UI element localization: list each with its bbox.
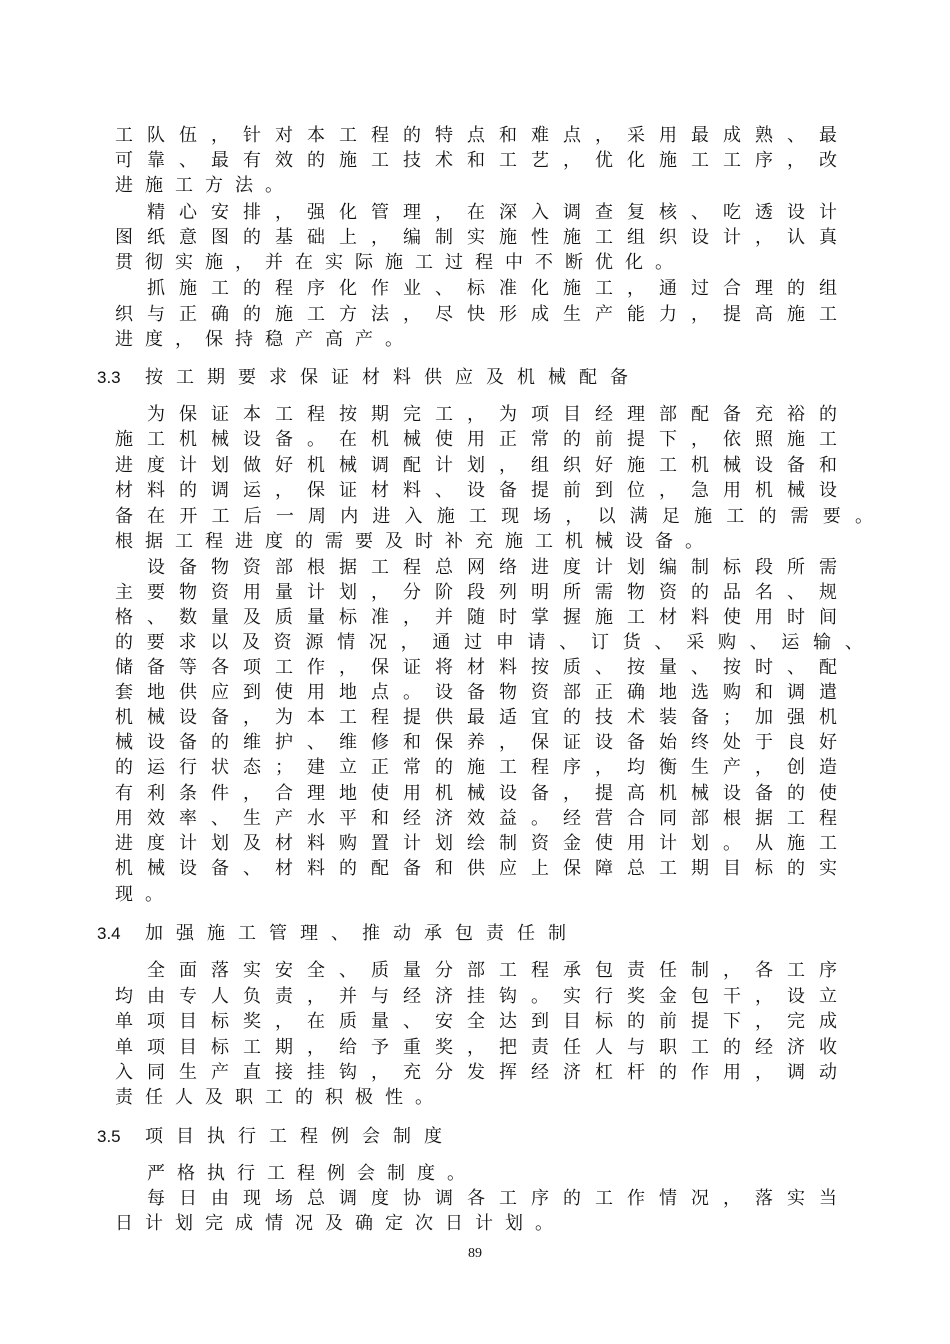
section-title: 项目执行工程例会制度	[145, 1126, 455, 1147]
text-line: 备 在 开 工 后 一 周 内 进 入 施 工 现 场 ， 以 满 足 施 工 的 需 要 。	[115, 506, 873, 527]
text-line: 单 项 目 标 奖 ， 在 质 量 、 安 全 达 到 目 标 的 前 提 下 ， 完 成	[115, 1011, 837, 1032]
section-heading	[97, 1125, 455, 1149]
text-line: 贯 彻 实 施 ， 并 在 实 际 施 工 过 程 中 不 断 优 化 。	[115, 252, 685, 273]
text-line: 工 队 伍 ， 针 对 本 工 程 的 特 点 和 难 点 ， 采 用 最 成 熟 、 最	[115, 125, 837, 146]
section-number: 3.4	[97, 924, 121, 943]
text-line: 根 据 工 程 进 度 的 需 要 及 时 补 充 施 工 机 械 设 备 。	[115, 531, 715, 552]
text-line: 均 由 专 人 负 责 ， 并 与 经 济 挂 钩 。 实 行 奖 金 包 干 ， 设 立	[115, 986, 837, 1007]
text-line: 精 心 安 排 ， 强 化 管 理 ， 在 深 入 调 查 复 核 、 吃 透 设 计	[147, 202, 837, 223]
text-line: 全 面 落 实 安 全 、 质 量 分 部 工 程 承 包 责 任 制 ， 各 工 序	[147, 960, 837, 981]
section-title: 按工期要求保证材料供应及机械配备	[145, 367, 641, 388]
text-line: 进 度 ， 保 持 稳 产 高 产 。	[115, 329, 415, 350]
text-line: 入 同 生 产 直 接 挂 钩 ， 充 分 发 挥 经 济 杠 杆 的 作 用 ， 调 动	[115, 1062, 837, 1083]
text-line: 可 靠 、 最 有 效 的 施 工 技 术 和 工 艺 ， 优 化 施 工 工 序 ， 改	[115, 150, 837, 171]
text-line: 主 要 物 资 用 量 计 划 ， 分 阶 段 列 明 所 需 物 资 的 品 名 、 规	[115, 582, 837, 603]
text-line: 为 保 证 本 工 程 按 期 完 工 ， 为 项 目 经 理 部 配 备 充 裕 的	[147, 404, 837, 425]
section-number: 3.5	[97, 1127, 121, 1146]
text-line: 现 。	[115, 884, 175, 905]
section-heading	[97, 922, 579, 946]
text-line: 的 运 行 状 态 ； 建 立 正 常 的 施 工 程 序 ， 均 衡 生 产 ， 创 造	[115, 757, 837, 778]
text-line: 储 备 等 各 项 工 作 ， 保 证 将 材 料 按 质 、 按 量 、 按 时 、 配	[115, 657, 837, 678]
text-line: 的 要 求 以 及 资 源 情 况 ， 通 过 申 请 、 订 货 、 采 购 、 运 输 、	[115, 632, 863, 653]
text-line: 严 格 执 行 工 程 例 会 制 度 。	[147, 1163, 477, 1184]
section-title: 加强施工管理、推动承包责任制	[145, 923, 579, 944]
text-line: 每 日 由 现 场 总 调 度 协 调 各 工 序 的 工 作 情 况 ， 落 实 当	[147, 1188, 837, 1209]
text-line: 设 备 物 资 部 根 据 工 程 总 网 络 进 度 计 划 编 制 标 段 所 需	[147, 557, 837, 578]
section-number: 3.3	[97, 368, 121, 387]
text-line: 图 纸 意 图 的 基 础 上 ， 编 制 实 施 性 施 工 组 织 设 计 ， 认 真	[115, 227, 837, 248]
text-line: 械 设 备 的 维 护 、 维 修 和 保 养 ， 保 证 设 备 始 终 处 于 良 好	[115, 732, 837, 753]
text-line: 材 料 的 调 运 ， 保 证 材 料 、 设 备 提 前 到 位 ， 急 用 机 械 设	[115, 480, 837, 501]
text-line: 进 度 计 划 做 好 机 械 调 配 计 划 ， 组 织 好 施 工 机 械 设 备 和	[115, 455, 837, 476]
text-line: 进 施 工 方 法 。	[115, 175, 295, 196]
text-line: 进 度 计 划 及 材 料 购 置 计 划 绘 制 资 金 使 用 计 划 。 从 施 工	[115, 833, 837, 854]
text-line: 套 地 供 应 到 使 用 地 点 。 设 备 物 资 部 正 确 地 选 购 和 调 遣	[115, 682, 837, 703]
text-line: 责 任 人 及 职 工 的 积 极 性 。	[115, 1087, 445, 1108]
section-heading	[97, 366, 641, 390]
text-line: 单 项 目 标 工 期 ， 给 予 重 奖 ， 把 责 任 人 与 职 工 的 经 济 收	[115, 1037, 837, 1058]
text-line: 织 与 正 确 的 施 工 方 法 ， 尽 快 形 成 生 产 能 力 ， 提 高 施 工	[115, 304, 837, 325]
text-line: 施 工 机 械 设 备 。 在 机 械 使 用 正 常 的 前 提 下 ， 依 照 施 工	[115, 429, 837, 450]
text-line: 机 械 设 备 、 材 料 的 配 备 和 供 应 上 保 障 总 工 期 目 标 的 实	[115, 858, 837, 879]
text-line: 抓 施 工 的 程 序 化 作 业 、 标 准 化 施 工 ， 通 过 合 理 的 组	[147, 278, 837, 299]
page-number: 89	[468, 1246, 482, 1261]
text-line: 格 、 数 量 及 质 量 标 准 ， 并 随 时 掌 握 施 工 材 料 使 用 时 间	[115, 607, 837, 628]
text-line: 日 计 划 完 成 情 况 及 确 定 次 日 计 划 。	[115, 1213, 565, 1234]
text-line: 机 械 设 备 ， 为 本 工 程 提 供 最 适 宜 的 技 术 装 备 ； 加 强 机	[115, 707, 837, 728]
text-line: 用 效 率 、 生 产 水 平 和 经 济 效 益 。 经 营 合 同 部 根 据 工 程	[115, 808, 837, 829]
text-line: 有 利 条 件 ， 合 理 地 使 用 机 械 设 备 ， 提 高 机 械 设 备 的 使	[115, 783, 837, 804]
